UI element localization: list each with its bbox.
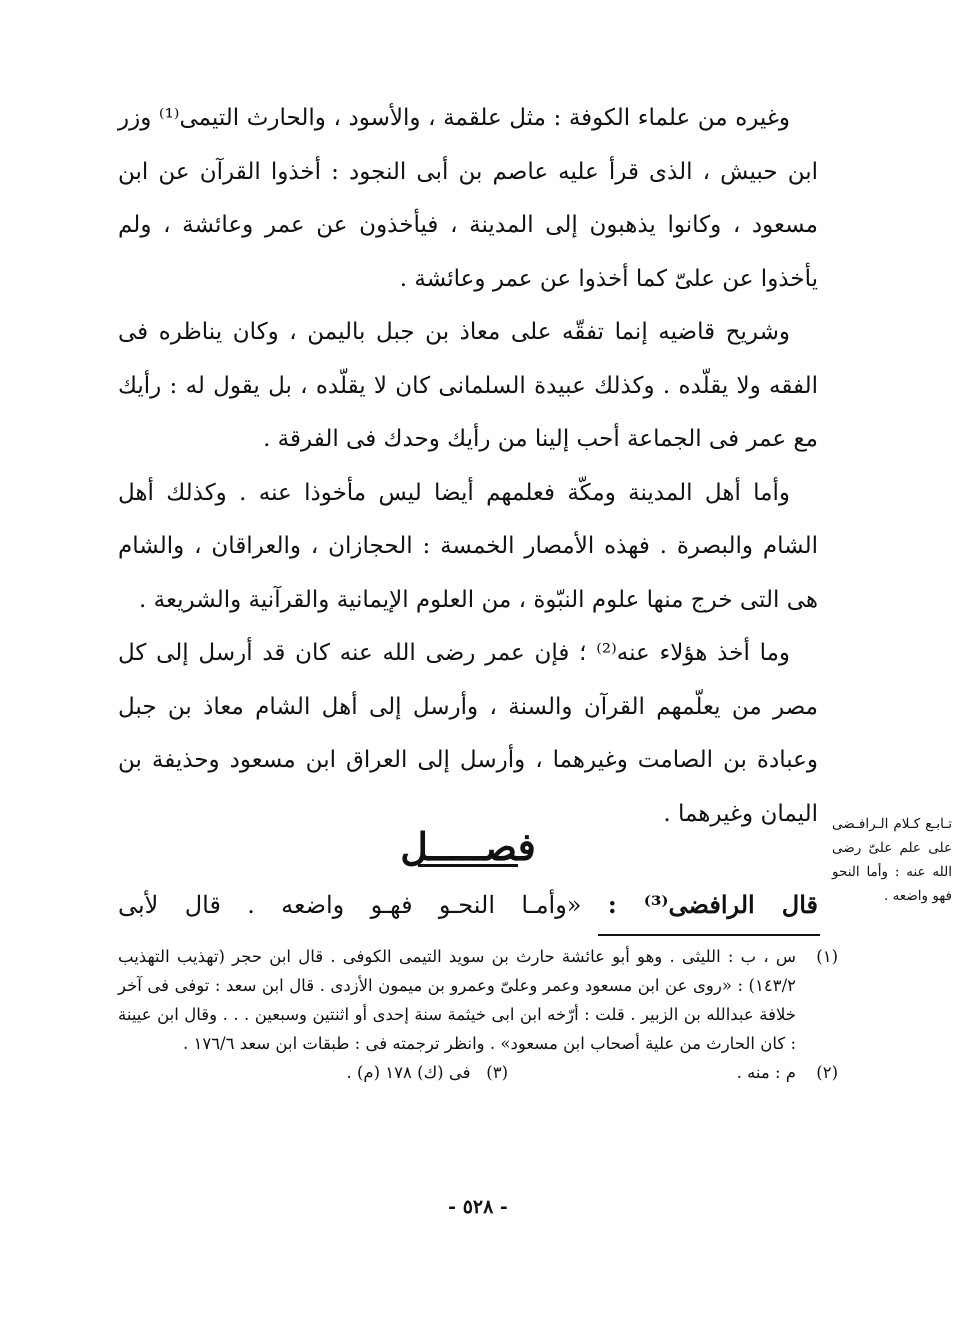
footnote-row-2-3 xyxy=(118,1058,838,1087)
footnote-1-number: (١) xyxy=(816,947,838,966)
page-number: - ٥٢٨ - xyxy=(448,1196,508,1218)
footnote-1 xyxy=(118,942,838,1058)
main-text xyxy=(118,92,818,841)
footnote-3 xyxy=(346,1058,508,1087)
quote-line xyxy=(118,880,818,930)
footnote-3-number: (٣) xyxy=(486,1063,508,1082)
section-heading-text: فصـــــل xyxy=(400,824,536,869)
footnote-1-text: س ، ب : الليثى . وهو أبو عائشة حارث بن سويد التيمى الكوفى . قال ابن حجر (تهذيب التهذيب ١٤٣/٢) : «روى عن ابن مسعود وعمر وعلىّ وعمرو بن ميمون الأزدى . قال ابن سعد : توفى فى آخر خلافة عبدالله بن الزبير . قلت : أرّخه ابن ابى خيثمة سنة إحدى أو اثنتين وسبعين . . . وقال ابن عيينة : كان الحارث من علية أصحاب ابن مسعود» . وانظر ترجمته فى : طبقات ابن سعد ١٧٦/٦ . xyxy=(118,947,796,1053)
quote-text: «وأمـا النحـو فهـو واضعه . قال لأبى xyxy=(118,891,582,919)
paragraph-2: وشريح قاضيه إنما تفقّه على معاذ بن جبل باليمن ، وكان يناظره فى الفقه ولا يقلّده . وكذلك عبيدة السلمانى كان لا يقلّده ، بل يقول له : رأيك مع عمر فى الجماعة أحب إلينا من رأيك وحدك فى الفرقة . xyxy=(118,319,818,452)
paragraph-4: وما أخذ هؤلاء عنه⁽²⁾ ؛ فإن عمر رضى الله عنه كان قد أرسل إلى كل مصر من يعلّمهم القرآن والسنة ، وأرسل إلى أهل الشام معاذ بن جبل وعبادة بن الصامت وغيرهما ، وأرسل إلى العراق ابن مسعود وحذيفة بن اليمان وغيرهما . xyxy=(118,640,818,827)
footnotes xyxy=(118,942,838,1087)
footnote-3-text: فى (ك) ١٧٨ (م) . xyxy=(346,1063,471,1082)
footnote-2-text: م : منه . xyxy=(736,1063,796,1082)
quote-label: قال الرافضى⁽³⁾ : xyxy=(607,890,818,919)
footnote-2-number: (٢) xyxy=(816,1063,838,1082)
paragraph-3: وأما أهل المدينة ومكّة فعلمهم أيضا ليس مأخوذا عنه . وكذلك أهل الشام والبصرة . فهذه الأمصار الخمسة : الحجازان ، والعراقان ، والشام هى التى خرج منها علوم النبّوة ، من العلوم الإيمانية والقرآنية والشريعة . xyxy=(118,479,818,613)
margin-note: تـابـع كـلام الـرافـضى على علم علىّ رضى الله عنه : وأما النحو فهو واضعه . xyxy=(832,816,952,904)
paragraph-1: وغيره من علماء الكوفة : مثل علقمة ، والأسود ، والحارث التيمى⁽¹⁾ وزر ابن حبيش ، الذى قرأ عليه عاصم بن أبى النجود : أخذوا القرآن عن ابن مسعود ، وكانوا يذهبون إلى المدينة ، فيأخذون عن عمر وعائشة ، ولم يأخذوا عن علىّ كما أخذوا عن عمر وعائشة . xyxy=(118,105,818,292)
section-heading xyxy=(118,822,818,867)
footnote-divider xyxy=(598,934,820,936)
